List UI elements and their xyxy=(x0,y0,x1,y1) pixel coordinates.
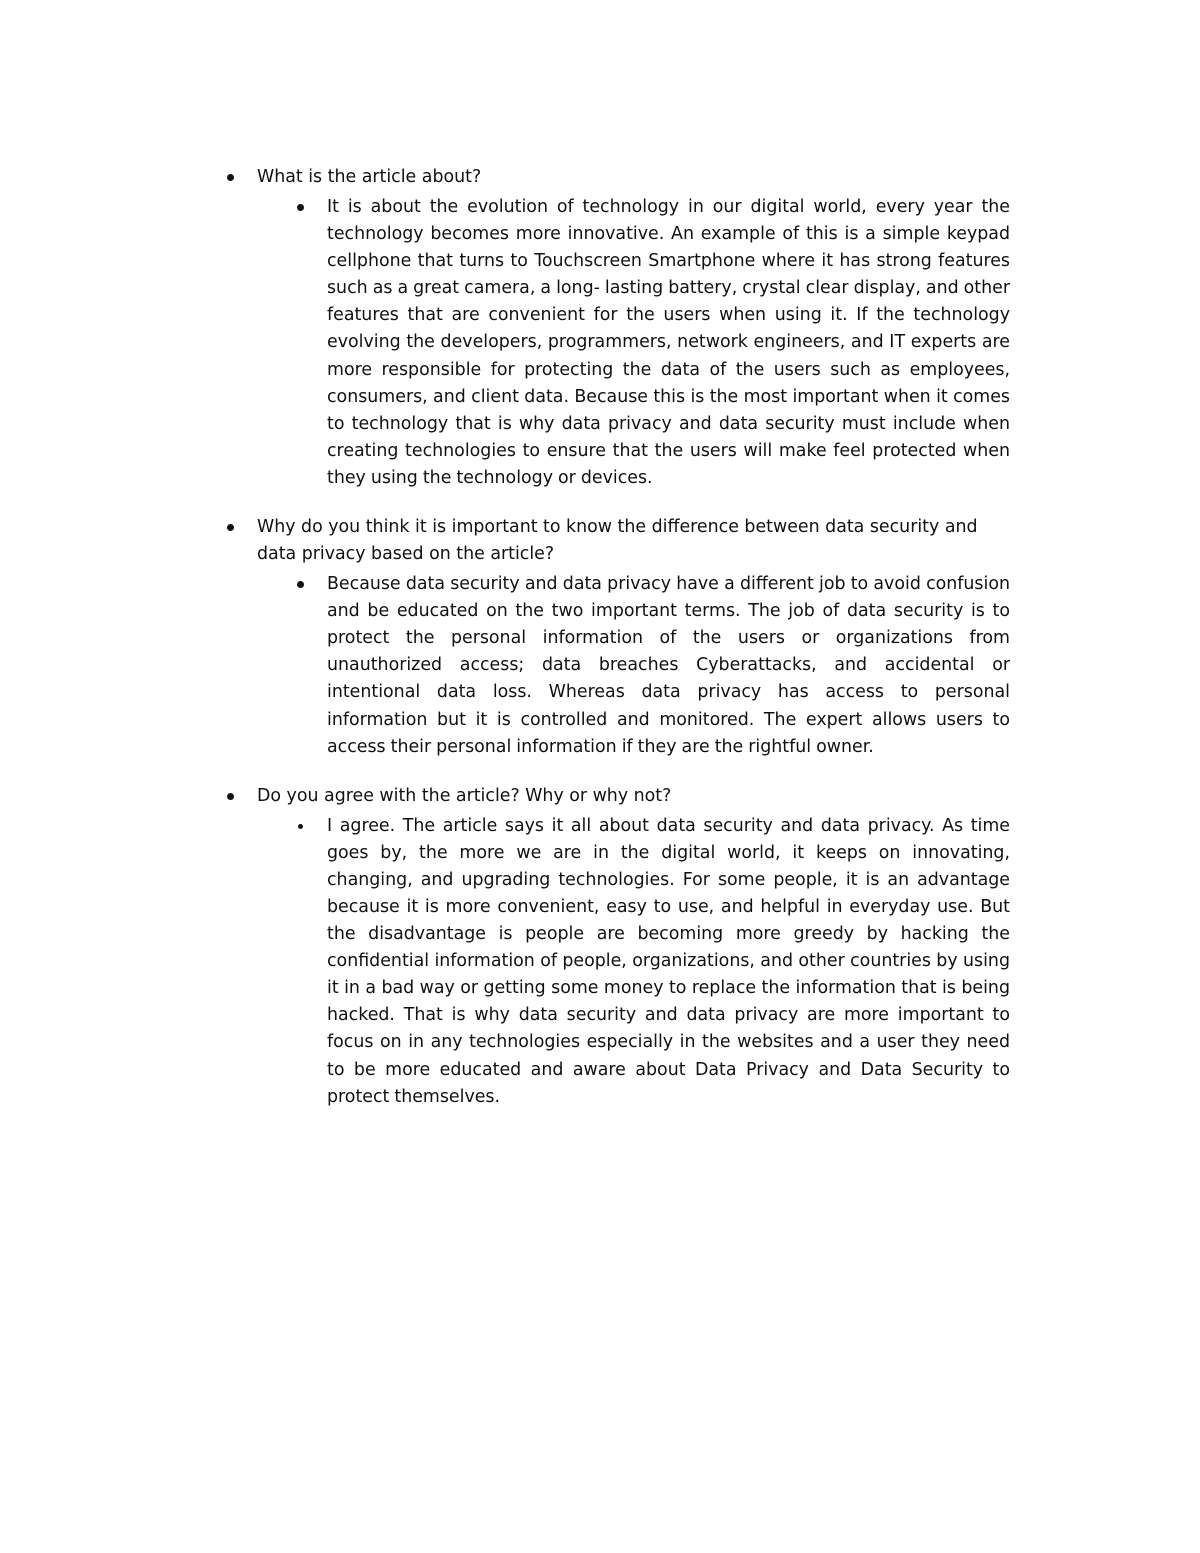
answer-item xyxy=(220,194,1020,492)
answer-item xyxy=(220,571,1020,761)
bullet-icon xyxy=(297,204,304,211)
question-list xyxy=(220,164,1020,1133)
answer-text: Because data security and data privacy have a different job to avoid confusion and be educated on the two important terms. The job of data security is to protect the personal information of the users or organizations from unauthorized access; data breaches Cyberattacks, and accidental or intentional data loss. Whereas data privacy has access to personal information but it is controlled and monitored. The expert allows users to access their personal information if they are the rightful owner. xyxy=(327,574,1010,757)
question-item xyxy=(220,514,1020,761)
bullet-icon xyxy=(227,524,234,531)
question-text: Do you agree with the article? Why or why not? xyxy=(257,785,672,806)
bullet-icon xyxy=(227,174,234,181)
question-item xyxy=(220,164,1020,492)
answer-list xyxy=(220,194,1020,492)
question-text: Why do you think it is important to know the difference between data security and data privacy based on the article? xyxy=(257,517,978,565)
answer-item xyxy=(220,813,1020,1111)
bullet-icon xyxy=(227,793,234,800)
question-text: What is the article about? xyxy=(257,167,482,187)
question-item xyxy=(220,783,1020,1111)
answer-text: It is about the evolution of technology in our digital world, every year the technology becomes more innovative. An example of this is a simple keypad cellphone that turns to Touchscreen Smartphone where it has strong features such as a great camera, a long- lasting battery, crystal clear display, and other features that are convenient for the users when using it. If the technology evolving the developers, programmers, network engineers, and IT experts are more responsible for protecting the data of the users such as employees, consumers, and client data. Because this is the most important when it comes to technology that is why data privacy and data security must include when creating technologies to ensure that the users will make feel protected when they using the technology or devices. xyxy=(327,197,1010,488)
answer-list xyxy=(220,813,1020,1111)
answer-text: I agree. The article says it all about data security and data privacy. As time goes by, the more we are in the digital world, it keeps on innovating, changing, and upgrading technologies. For some people, it is an advantage because it is more convenient, easy to use, and helpful in everyday use. But the disadvantage is people are becoming more greedy by hacking the confidential information of people, organizations, and other countries by using it in a bad way or getting some money to replace the information that is being hacked. That is why data security and data privacy are more important to focus on in any technologies especially in the websites and a user they need to be more educated and aware about Data Privacy and Data Security to protect themselves. xyxy=(327,815,1010,1107)
bullet-icon xyxy=(298,824,303,829)
answer-list xyxy=(220,571,1020,761)
bullet-icon xyxy=(297,581,304,588)
